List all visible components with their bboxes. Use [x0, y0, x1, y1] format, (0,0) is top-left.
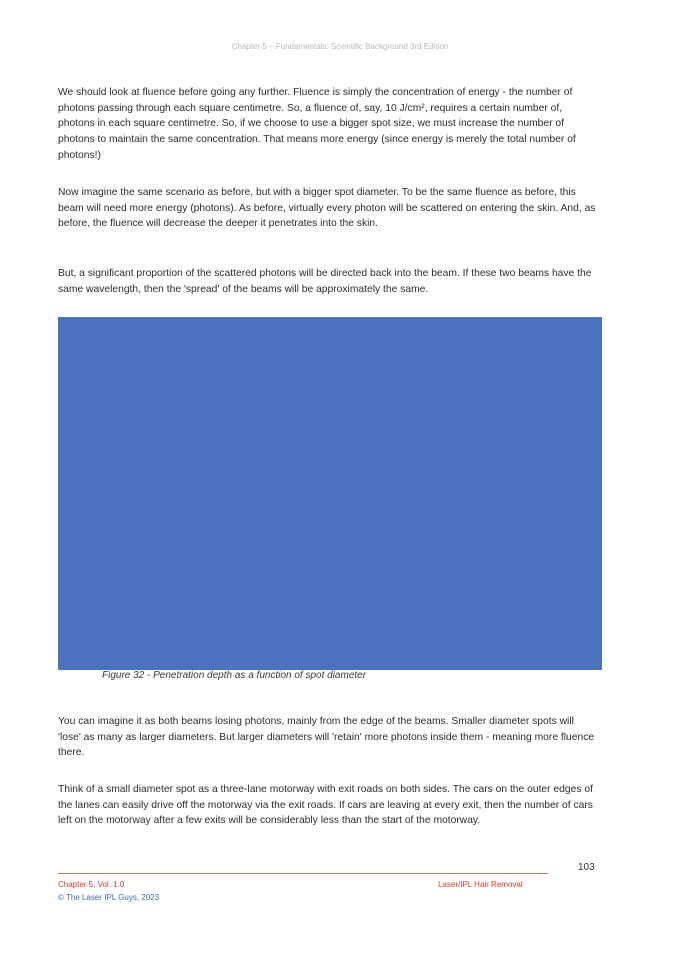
footer-copyright: © The Laser IPL Guys, 2023 [58, 893, 160, 902]
figure-caption: Figure 32 - Penetration depth as a function of spot diameter [102, 670, 367, 681]
paragraph-losing-photons [58, 714, 598, 761]
paragraph-text: But, a significant proportion of the scattered photons will be directed back into the beam. If these two beams have the same wavelength, then the 'spread' of the beams will be approximately the same. [58, 268, 592, 295]
paragraph-motorway-analogy [58, 782, 598, 829]
paragraph-text: Now imagine the same scenario as before, but with a bigger spot diameter. To be the same fluence as before, this beam will need more energy (photons). As before, virtually every photon will be scattered on entering the skin. And, as before, the fluence will decrease the deeper it penetrates into the skin. [58, 187, 596, 230]
paragraph-bigger-spot [58, 185, 598, 232]
footer-chapter-ref: Chapter 5, Vol. 1.0 [58, 880, 125, 889]
paragraph-text: Think of a small diameter spot as a three-lane motorway with exit roads on both sides. The cars on the outer edges of the lanes can easily drive off the motorway via the exit roads. If cars are leaving at every exit, then the number of cars left on the motorway after a few exits will be considerably less than the start of the motorway. [58, 784, 593, 827]
paragraph-text: You can imagine it as both beams losing photons, mainly from the edge of the beams. Smaller diameter spots will 'lose' as many as larger diameters. But larger diameters will 'retain' more photons inside them - meaning more fluence there. [58, 716, 595, 759]
paragraph-fluence [58, 85, 598, 164]
running-header: Chapter 5 – Fundamentals: Scientific Background 3rd Edition [231, 42, 449, 51]
figure-image-placeholder [58, 317, 602, 670]
paragraph-text: We should look at fluence before going any further. Fluence is simply the concentration of energy - the number of photons passing through each square centimetre. So, a fluence of, say, 10 J/cm², requires a certain number of, photons in each square centimetre. So, if we choose to use a bigger spot size, we must increase the number of photons to maintain the same concentration. That means more energy (since energy is merely the total number of photons!) [58, 87, 576, 161]
footer-book-title: Laser/IPL Hair Removal [438, 880, 523, 889]
paragraph-scattered-photons [58, 266, 598, 297]
footer-divider [58, 873, 548, 874]
page-number: 103 [578, 862, 595, 873]
